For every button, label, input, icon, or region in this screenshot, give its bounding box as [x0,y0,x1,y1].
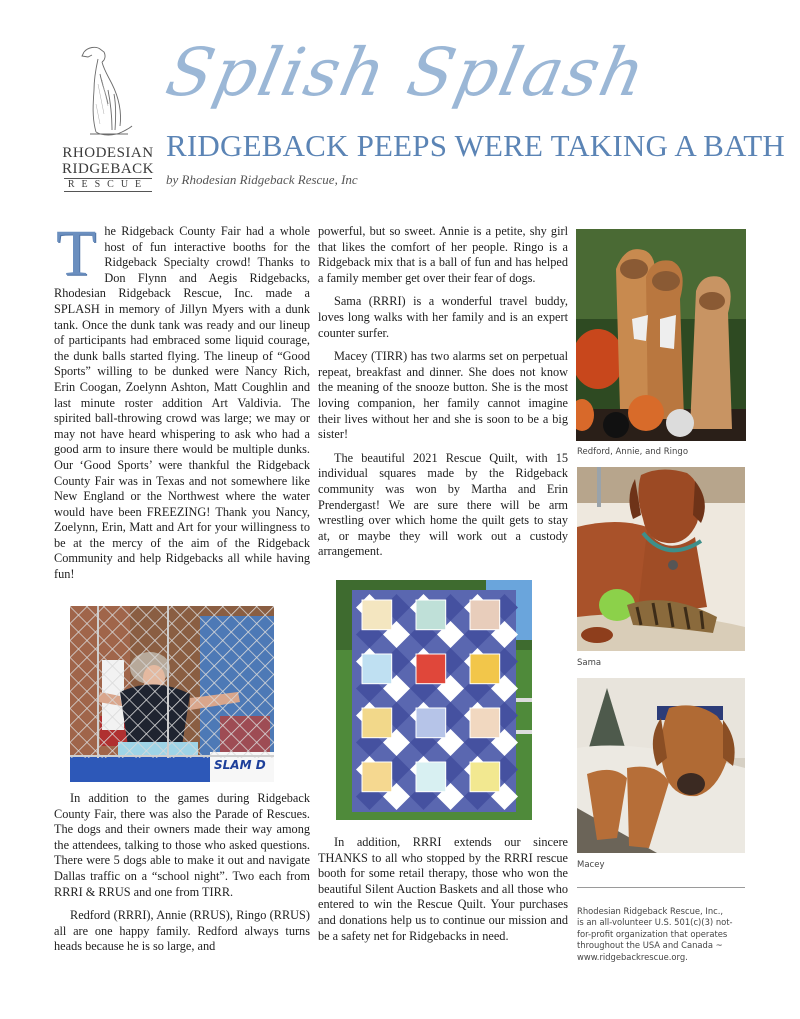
paragraph-thanks: In addition, RRRI extends our sincere THANKS to all who stopped by the RRRI rescue booth for some retail therapy, those who won the beautiful Silent Auction Baskets and all those who entered to win the Rescue Quilt. Your purchases and donations help us to continue our mission and be a safety net for Ridgebacks in need. [318,835,568,943]
quilt-picture-square [470,654,500,684]
footer-link[interactable]: www.ridgebackrescue.org. [577,951,688,962]
column-2-top [318,224,568,568]
paragraph-redford-start: Redford (RRRI), Annie (RRUS), Ringo (RRUS) all are one happy family. Redford always turns heads because he is so large, and [54,908,310,954]
paragraph-macey: Macey (TIRR) has two alarms set on perpetual repeat, breakfast and dinner. She does not know the meaning of the snooze button. She is the most loving companion, her family cannot imagine their lives without her and she is soon to be a big sister! [318,349,568,442]
logo-text-line1: RHODESIAN [62,145,154,161]
column-1-top [54,217,310,591]
quilt-picture-square [362,600,392,630]
quilt-picture-square [416,654,446,684]
quilt-picture-square [470,708,500,738]
footer-line: is an all-volunteer U.S. 501(c)(3) not- [577,917,733,928]
divider-rule [577,887,745,888]
byline: by Rhodesian Ridgeback Rescue, Inc [166,172,358,187]
column-2-bottom [318,835,568,952]
footer-line: for-profit organization that operates [577,928,728,939]
organization-footer [577,906,749,963]
quilt-picture-square [416,600,446,630]
quilt-picture-square [362,762,392,792]
slam-dunk-sign: SLAM D [214,758,266,772]
rescue-quilt-photo [336,580,532,820]
paragraph-quilt: The beautiful 2021 Rescue Quilt, with 15 individual squares made by the Ridgeback community was won by Martha and Erin Prendergast! We are sure there will be arm wrestling over which home the quilt gets to stay at, or maybe they will work out a custody arrangement. [318,450,568,559]
caption-macey: Macey [577,860,605,870]
quilt-picture-square [470,762,500,792]
logo-text-line3: RESCUE [64,178,152,192]
quilt-picture-square [416,708,446,738]
logo-text-line2: RIDGEBACK [62,161,155,177]
quilt-picture-square [362,708,392,738]
paragraph-sama: Sama (RRRI) is a wonderful travel buddy, loves long walks with her family and is an expert counter surfer. [318,294,568,340]
caption-redford-annie-ringo: Redford, Annie, and Ringo [577,447,689,457]
dunk-tank-photo [70,606,274,782]
paragraph-parade: In addition to the games during Ridgeback County Fair, there was also the Parade of Rescues. The dogs and their owners made their way among the attendees, talking to those who asked questions. There were 5 dogs able to make it out and navigate Dallas traffic on a “school night”. Two each from RRRI & RRUS and one from TIRR. [54,791,310,899]
footer-line: throughout the USA and Canada ~ [577,940,723,951]
quilt-picture-square [416,762,446,792]
paragraph-redford-cont: powerful, but so sweet. Annie is a petite, shy girl that likes the comfort of her people. Ringo is a Ridgeback mix that is a ball of fun and has helped a family member get over their fear of dogs. [318,224,568,285]
column-1-bottom [54,791,310,963]
macey-photo [577,678,745,853]
sama-photo [577,467,745,651]
footer-line: Rhodesian Ridgeback Rescue, Inc., [577,906,724,916]
drop-cap: T [56,217,97,290]
caption-sama: Sama [577,658,602,668]
redford-annie-ringo-photo [576,229,746,441]
sitting-ridgeback-drawing-icon [78,44,138,144]
quilt-picture-square [470,600,500,630]
article-title: RIDGEBACK PEEPS WERE TAKING A BATH [166,128,785,163]
paragraph-intro: he Ridgeback County Fair had a whole host of fun interactive booths for the Ridgeback Specialty crowd! Thanks to Don Flynn and Aegis Ridgebacks, Rhodesian Ridgeback Rescue, Inc. made a SPLASH in memory of Jillyn Myers with a dunk tank. Once the dunk tank was ready and our lineup of participants had embraced some liquid courage, the dunk balls started flying. The lineup of “Good Sports” willing to be dunked were Nancy Rich, Erin Coogan, Zoelynn Ashton, Matt Coughlin and last minute roster addition Art Valdivia. The spirited ball-throwing crowd was large; we may or may not have heard whispering to ask who had a good arm to insure there would be multiple dunks. Our ‘Good Sports’ were thankful the Ridgeback County Fair was in Texas and not somewhere like New England or the Northwest where the water would have been FREEZING! Thank you Nancy, Zoelynn, Erin, Matt and Art for your willingness to be at the mercy of the aim of the Ridgeback Community and help Ridgebacks all while having fun! [54,224,310,582]
script-title: Splish Splash [159,34,654,111]
quilt-picture-square [362,654,392,684]
rrr-logo [62,44,154,192]
